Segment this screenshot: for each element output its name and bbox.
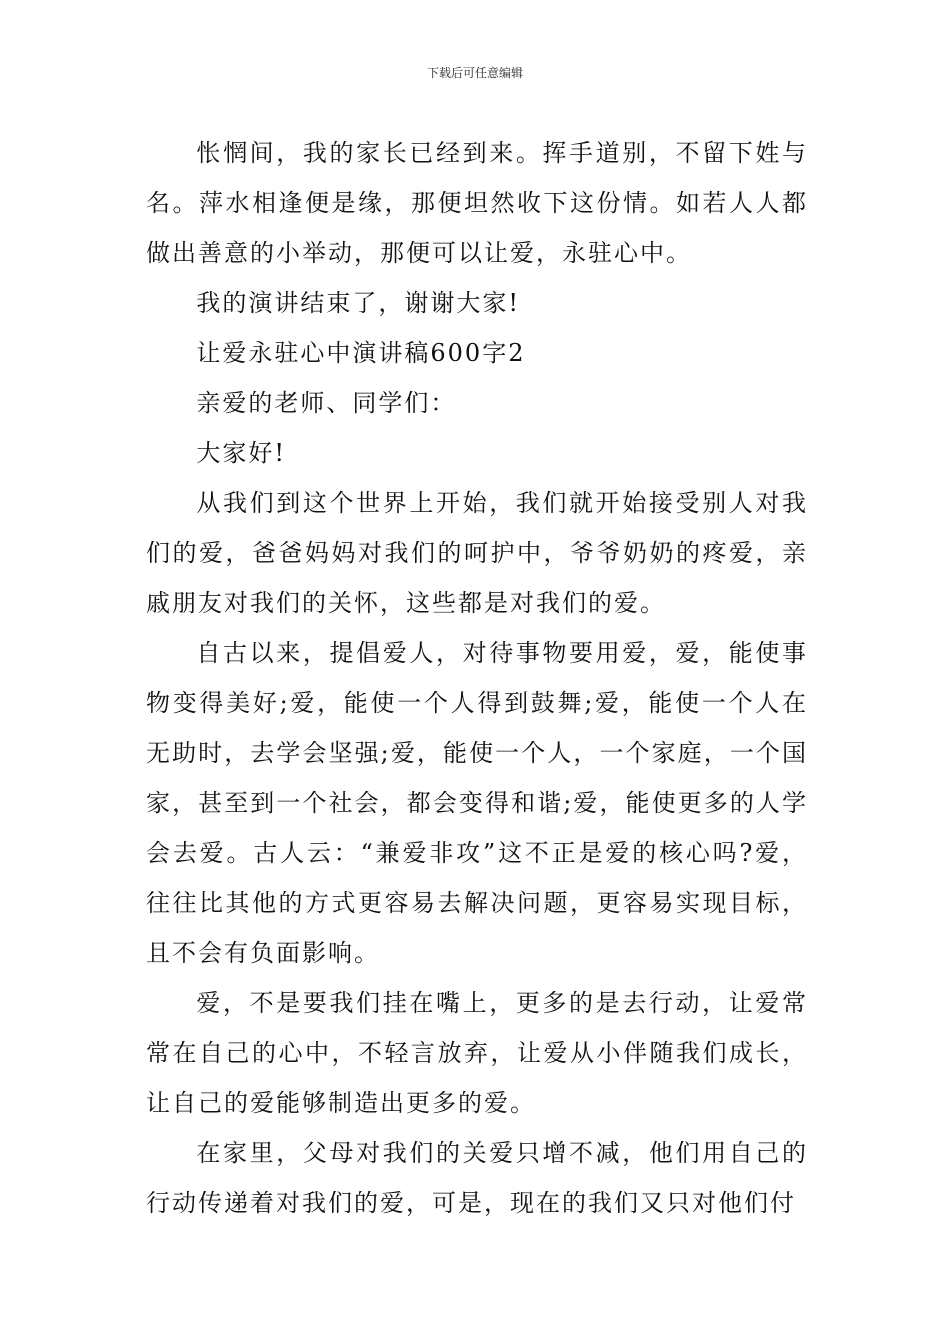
salutation: 亲爱的老师、同学们： — [196, 389, 457, 417]
section-title: 让爱永驻心中演讲稿600字2 — [196, 339, 526, 367]
page-header: 下载后可任意编辑 — [426, 66, 523, 80]
paragraph-3: 从我们到这个世界上开始，我们就开始接受别人对我们的爱，爸爸妈妈对我们的呵护中，爷爷奶奶的疼爱，亲戚朋友对我们的关怀，这些都是对我们的爱。 — [146, 489, 808, 617]
paragraph-4: 自古以来，提倡爱人，对待事物要用爱，爱，能使事物变得美好;爱，能使一个人得到鼓舞;爱，能使一个人在无助时，去学会坚强;爱，能使一个人，一个家庭，一个国家，甚至到一个社会，都会变得和谐;爱，能使更多的人学会去爱。古人云：“兼爱非攻”这不正是爱的核心吗?爱，往往比其他的方式更容易去解决问题，更容易实现目标，且不会有负面影响。 — [146, 639, 808, 967]
greeting: 大家好! — [196, 439, 287, 467]
paragraph-6: 在家里，父母对我们的关爱只增不减，他们用自己的行动传递着对我们的爱，可是，现在的我们又只对他们付 — [146, 1139, 808, 1217]
paragraph-1: 怅惘间，我的家长已经到来。挥手道别，不留下姓与名。萍水相逢便是缘，那便坦然收下这份情。如若人人都做出善意的小举动，那便可以让爱，永驻心中。 — [146, 139, 808, 267]
document-body — [146, 128, 808, 1228]
paragraph-5: 爱，不是要我们挂在嘴上，更多的是去行动，让爱常常在自己的心中，不轻言放弃，让爱从小伴随我们成长，让自己的爱能够制造出更多的爱。 — [146, 989, 808, 1117]
paragraph-2: 我的演讲结束了，谢谢大家! — [196, 289, 521, 317]
